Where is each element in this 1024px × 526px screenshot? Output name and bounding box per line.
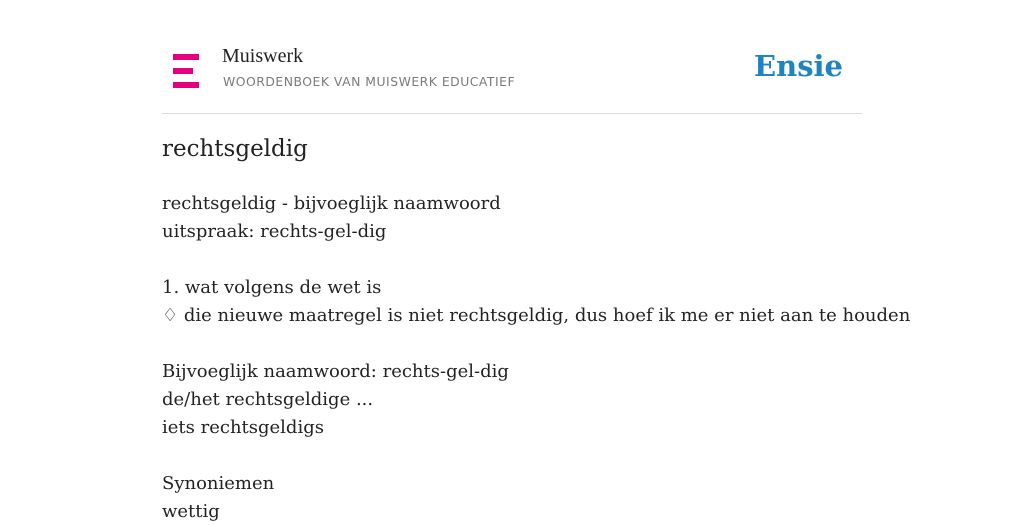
blank-line xyxy=(162,330,882,358)
ensie-logo[interactable]: Ensie xyxy=(754,49,843,83)
entry-line: de/het rechtsgeldige ... xyxy=(162,389,374,410)
site-name[interactable]: Muiswerk xyxy=(222,45,304,67)
entry-line: wettig xyxy=(162,501,220,522)
entry-line: ♢ die nieuwe maatregel is niet rechtsgeldig, dus hoef ik me er niet aan te houden xyxy=(162,305,911,326)
site-subtitle: WOORDENBOEK VAN MUISWERK EDUCATIEF xyxy=(223,74,516,89)
entry-line: uitspraak: rechts-gel-dig xyxy=(162,221,387,242)
blank-line xyxy=(162,442,882,470)
entry-line: 1. wat volgens de wet is xyxy=(162,277,382,298)
entry-line: rechtsgeldig - bijvoeglijk naamwoord xyxy=(162,193,501,214)
blank-line xyxy=(162,246,882,274)
entry-title: rechtsgeldig xyxy=(162,136,308,162)
page xyxy=(162,0,911,522)
entry-content xyxy=(162,190,911,526)
entry-line: Synoniemen xyxy=(162,473,275,494)
site-header xyxy=(162,0,862,114)
entry-line: iets rechtsgeldigs xyxy=(162,417,324,438)
muiswerk-logo-icon[interactable] xyxy=(173,54,199,88)
entry-line: Bijvoeglijk naamwoord: rechts-gel-dig xyxy=(162,361,509,382)
